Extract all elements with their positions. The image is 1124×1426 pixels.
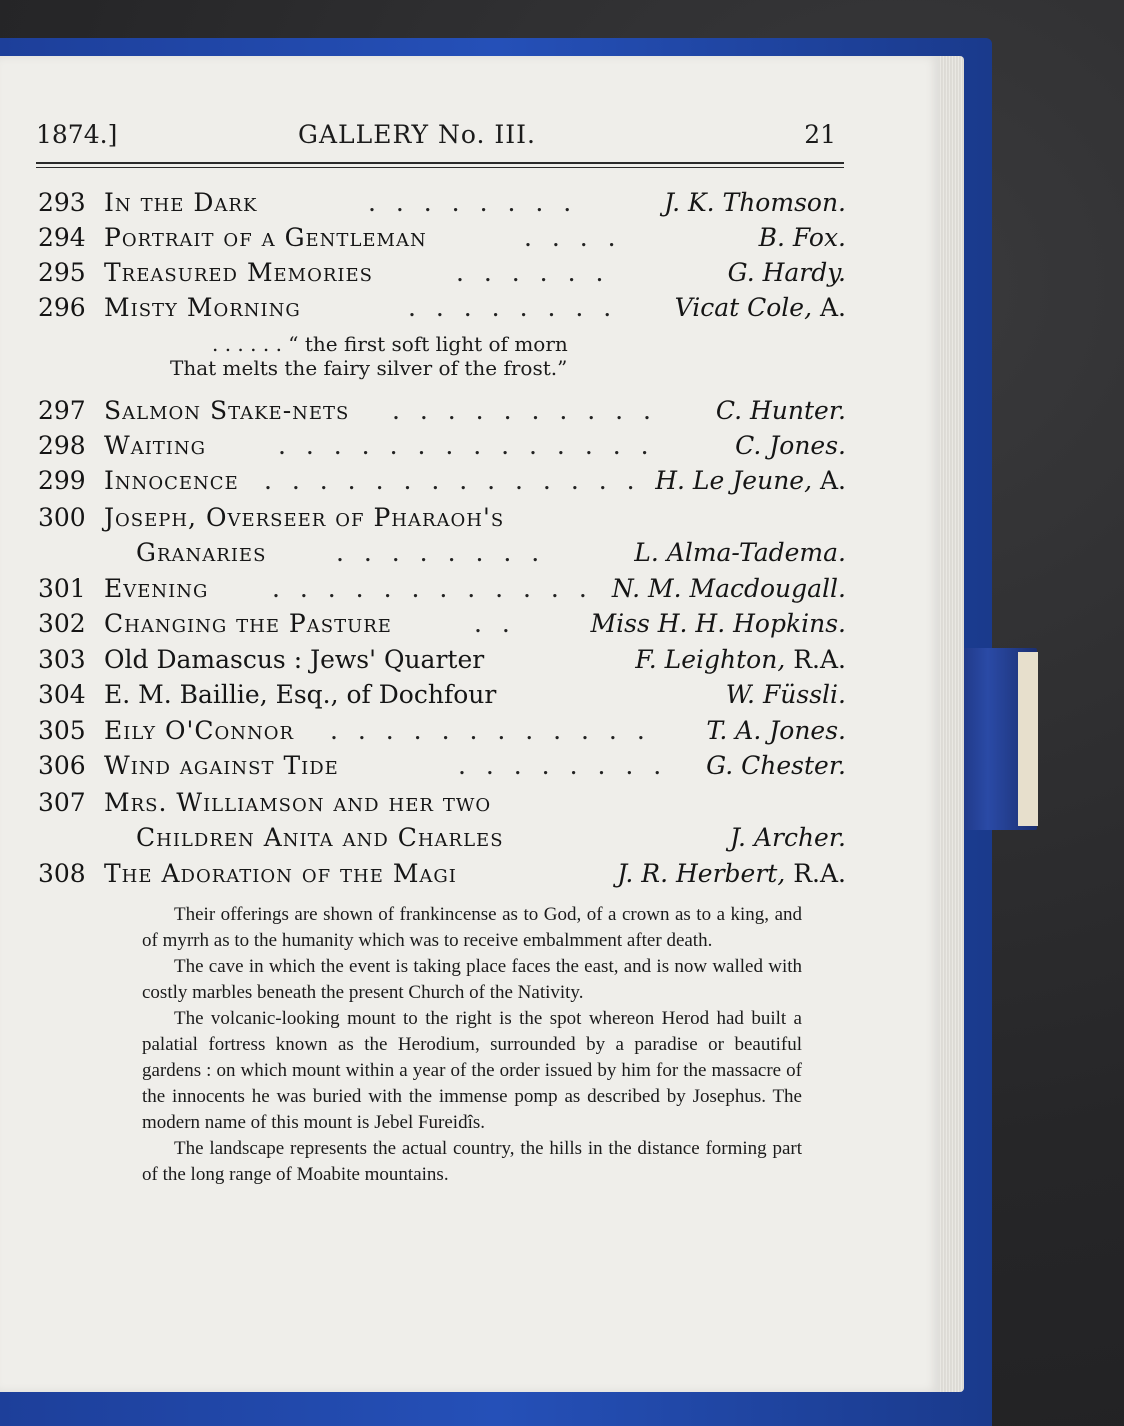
entry-title: E. M. Baillie, Esq., of Dochfour <box>104 680 497 709</box>
catalogue-entry <box>38 751 846 785</box>
description-paragraph: The cave in which the event is taking place faces the east, and is now walled with costly marbles beneath the present Church of the Nativity. <box>142 956 802 1003</box>
entry-artist: J. Archer. <box>729 823 846 852</box>
entry-number: 301 <box>38 574 86 603</box>
entry-number: 303 <box>38 645 86 674</box>
entry-number: 293 <box>38 188 86 217</box>
entry-number: 294 <box>38 223 86 252</box>
leader-dots: . . <box>474 609 516 638</box>
entry-artist: N. M. Macdougall. <box>611 574 846 603</box>
entry-artist: F. Leighton, R.A. <box>635 645 846 674</box>
entry-title: In the Dark <box>104 188 258 217</box>
entry-title: Changing the Pasture <box>104 609 392 638</box>
description-text <box>142 902 802 1188</box>
entry-artist: C. Hunter. <box>715 396 846 425</box>
catalogue-entry-continued <box>38 823 846 857</box>
entry-number: 296 <box>38 293 86 322</box>
bookmark-ribbon-tip <box>1018 652 1038 826</box>
leader-dots: . . . . . . . . . . . . <box>330 716 651 745</box>
catalogue-entry <box>38 188 846 222</box>
entry-title: The Adoration of the Magi <box>104 859 457 888</box>
entry-artist: Vicat Cole, A. <box>674 293 846 322</box>
entry-number: 298 <box>38 431 86 460</box>
entry-title: Children Anita and Charles <box>136 823 504 852</box>
catalogue-entry <box>38 609 846 643</box>
description-paragraph: Their offerings are shown of frankincense as to God, of a crown as to a king, and of myrrh as to the humanity which was to receive embalmment after death. <box>142 904 802 951</box>
description-paragraph: The landscape represents the actual country, the hills in the distance forming part of the long range of Moabite mountains. <box>142 1138 802 1185</box>
leader-dots: . . . . . . . . <box>408 293 618 322</box>
quote-line-1: . . . . . . “ the first soft light of morn <box>212 332 568 356</box>
entry-title: Evening <box>104 574 209 603</box>
entry-artist: Miss H. H. Hopkins. <box>590 609 846 638</box>
entry-title: Waiting <box>104 431 207 460</box>
entry-artist: G. Hardy. <box>727 258 846 287</box>
leader-dots: . . . . . . <box>456 258 610 287</box>
entry-title: Wind against Tide <box>104 751 339 780</box>
entry-artist: J. K. Thomson. <box>663 188 846 217</box>
entry-title: Portrait of a Gentleman <box>104 223 427 252</box>
entry-number: 308 <box>38 859 86 888</box>
catalogue-entry <box>38 645 846 679</box>
page-number: 21 <box>804 120 836 149</box>
catalogue-entry <box>38 680 846 714</box>
catalogue-entry <box>38 716 846 750</box>
entry-title: Innocence <box>104 466 239 495</box>
entry-number: 302 <box>38 609 86 638</box>
entry-artist: J. R. Herbert, R.A. <box>617 859 846 888</box>
header-rule-thick <box>36 162 844 164</box>
catalogue-entry <box>38 258 846 292</box>
catalogue-entry <box>38 293 846 327</box>
description-paragraph: The volcanic-looking mount to the right is the spot whereon Herod had built a palatial fortress known as the Herodium, surrounded by a paradise or beautiful gardens : on which mount within a year of the order issued by him for the massacre of the innocents he was buried with the immense pomp as described by Josephus. The modern name of this mount is Jebel Fureidîs. <box>142 1008 802 1133</box>
entry-number: 307 <box>38 788 86 817</box>
entry-title: Mrs. Williamson and her two <box>104 788 492 817</box>
entry-number: 304 <box>38 680 86 709</box>
entry-artist: T. A. Jones. <box>706 716 846 745</box>
entry-title: Old Damascus : Jews' Quarter <box>104 645 485 674</box>
leader-dots: . . . . <box>524 223 622 252</box>
header-title: GALLERY No. III. <box>298 120 536 149</box>
catalogue-entry <box>38 431 846 465</box>
running-header <box>36 120 836 160</box>
leader-dots: . . . . . . . . . . <box>392 396 657 425</box>
leader-dots: . . . . . . . . <box>458 751 668 780</box>
quote-line-2: That melts the fairy silver of the frost.” <box>170 356 568 380</box>
entry-title: Misty Morning <box>104 293 301 322</box>
leader-dots: . . . . . . . . <box>336 538 546 567</box>
entry-title: Treasured Memories <box>104 258 373 287</box>
entry-artist: W. Füssli. <box>725 680 846 709</box>
catalogue-entry <box>38 503 846 537</box>
entry-title: Eily O'Connor <box>104 716 295 745</box>
entry-artist: H. Le Jeune, A. <box>655 466 846 495</box>
catalogue-entry <box>38 223 846 257</box>
catalogue-entry-continued <box>38 538 846 572</box>
header-year: 1874.] <box>36 120 118 149</box>
leader-dots: . . . . . . . . . . . . <box>272 574 593 603</box>
catalogue-entry <box>38 574 846 608</box>
entry-number: 295 <box>38 258 86 287</box>
header-rule-thin <box>36 167 844 168</box>
entry-title: Joseph, Overseer of Pharaoh's <box>104 503 505 532</box>
catalogue-entry <box>38 859 846 893</box>
leader-dots: . . . . . . . . . . . . . . <box>264 466 641 495</box>
leader-dots: . . . . . . . . <box>368 188 578 217</box>
entry-number: 297 <box>38 396 86 425</box>
entry-artist: G. Chester. <box>706 751 846 780</box>
entry-number: 305 <box>38 716 86 745</box>
leader-dots: . . . . . . . . . . . . . . <box>278 431 655 460</box>
entry-number: 306 <box>38 751 86 780</box>
entry-number: 300 <box>38 503 86 532</box>
catalogue-entry <box>38 396 846 430</box>
entry-title: Salmon Stake-nets <box>104 396 350 425</box>
catalogue-entry <box>38 466 846 500</box>
entry-number: 299 <box>38 466 86 495</box>
entry-title: Granaries <box>136 538 267 567</box>
entry-artist: C. Jones. <box>735 431 846 460</box>
catalogue-entry <box>38 788 846 822</box>
entry-artist: L. Alma-Tadema. <box>634 538 846 567</box>
entry-artist: B. Fox. <box>758 223 846 252</box>
